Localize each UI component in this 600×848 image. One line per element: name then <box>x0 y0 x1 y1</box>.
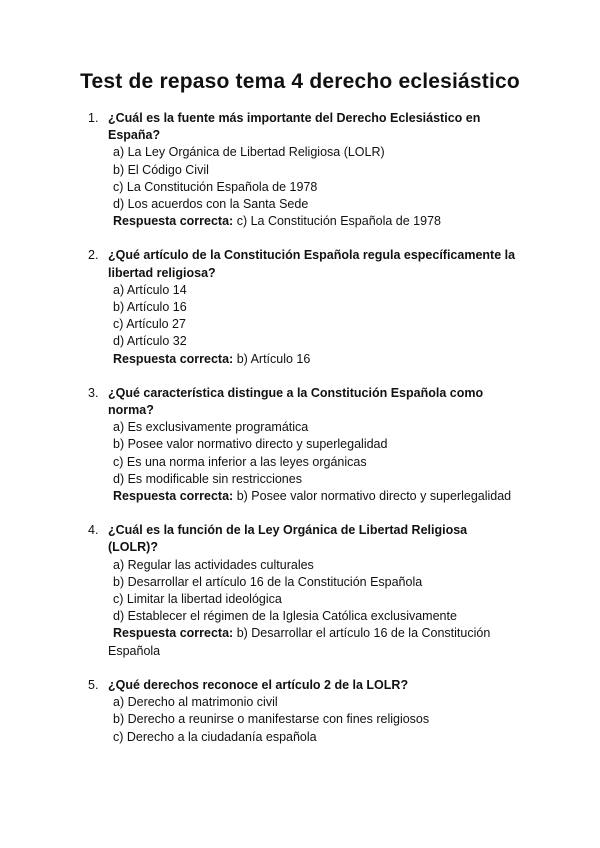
answer-value: c) La Constitución Española de 1978 <box>236 214 441 229</box>
question-list <box>88 110 518 763</box>
question-text: ¿Cuál es la función de la Ley Orgánica de Libertad Religiosa (LOLR)? <box>108 523 468 555</box>
answer-value: b) Posee valor normativo directo y superlegalidad <box>236 489 512 504</box>
question-3 <box>88 385 518 505</box>
option-d: d) Los acuerdos con la Santa Sede <box>113 197 309 212</box>
question-number: 3. <box>88 385 99 400</box>
option-b: b) Desarrollar el artículo 16 de la Constitución Española <box>113 574 423 589</box>
option-a: a) Es exclusivamente programática <box>113 420 309 435</box>
option-c: c) Artículo 27 <box>113 317 186 332</box>
option-list <box>108 557 518 626</box>
option-b: b) Posee valor normativo directo y superlegalidad <box>113 437 388 452</box>
question-2 <box>88 247 518 367</box>
question-4 <box>88 522 518 660</box>
correct-answer <box>108 625 518 659</box>
option-b: b) El Código Civil <box>113 162 209 177</box>
answer-value: b) Desarrollar el artículo 16 de la Constitución Española <box>108 626 491 658</box>
option-d: d) Artículo 32 <box>113 334 187 349</box>
question-text: ¿Qué característica distingue a la Constitución Española como norma? <box>108 385 484 418</box>
option-a: a) La Ley Orgánica de Libertad Religiosa (LOLR) <box>113 145 385 160</box>
question-number: 5. <box>88 677 99 692</box>
option-c: c) Derecho a la ciudadanía española <box>113 729 317 744</box>
answer-label: Respuesta correcta: <box>113 214 234 229</box>
correct-answer <box>108 488 518 505</box>
option-c: c) Limitar la libertad ideológica <box>113 592 282 607</box>
option-list <box>108 144 518 213</box>
question-5 <box>88 677 518 746</box>
question-1 <box>88 110 518 230</box>
correct-answer <box>108 351 518 368</box>
option-list <box>108 419 518 488</box>
answer-label: Respuesta correcta: <box>113 489 234 504</box>
question-number: 1. <box>88 111 99 125</box>
question-number: 2. <box>88 248 99 263</box>
option-list <box>108 282 518 351</box>
option-a: a) Regular las actividades culturales <box>113 557 314 572</box>
question-text: ¿Cuál es la fuente más importante del Derecho Eclesiástico en España? <box>108 111 481 143</box>
document-title: Test de repaso tema 4 derecho eclesiástico <box>80 70 520 93</box>
question-text: ¿Qué artículo de la Constitución Española regula específicamente la libertad religiosa? <box>108 248 516 280</box>
option-c: c) Es una norma inferior a las leyes orgánicas <box>113 454 367 469</box>
correct-answer <box>108 213 518 230</box>
option-list <box>108 694 518 746</box>
question-number: 4. <box>88 523 99 538</box>
option-c: c) La Constitución Española de 1978 <box>113 179 318 194</box>
question-text: ¿Qué derechos reconoce el artículo 2 de la LOLR? <box>108 677 409 692</box>
option-b: b) Artículo 16 <box>113 300 187 315</box>
option-d: d) Establecer el régimen de la Iglesia Católica exclusivamente <box>113 609 457 624</box>
option-d: d) Es modificable sin restricciones <box>113 471 302 486</box>
answer-label: Respuesta correcta: <box>113 351 234 366</box>
answer-value: b) Artículo 16 <box>236 351 311 366</box>
option-a: a) Artículo 14 <box>113 282 187 297</box>
answer-label: Respuesta correcta: <box>113 626 234 641</box>
option-a: a) Derecho al matrimonio civil <box>113 695 278 710</box>
option-b: b) Derecho a reunirse o manifestarse con fines religiosos <box>113 712 430 727</box>
